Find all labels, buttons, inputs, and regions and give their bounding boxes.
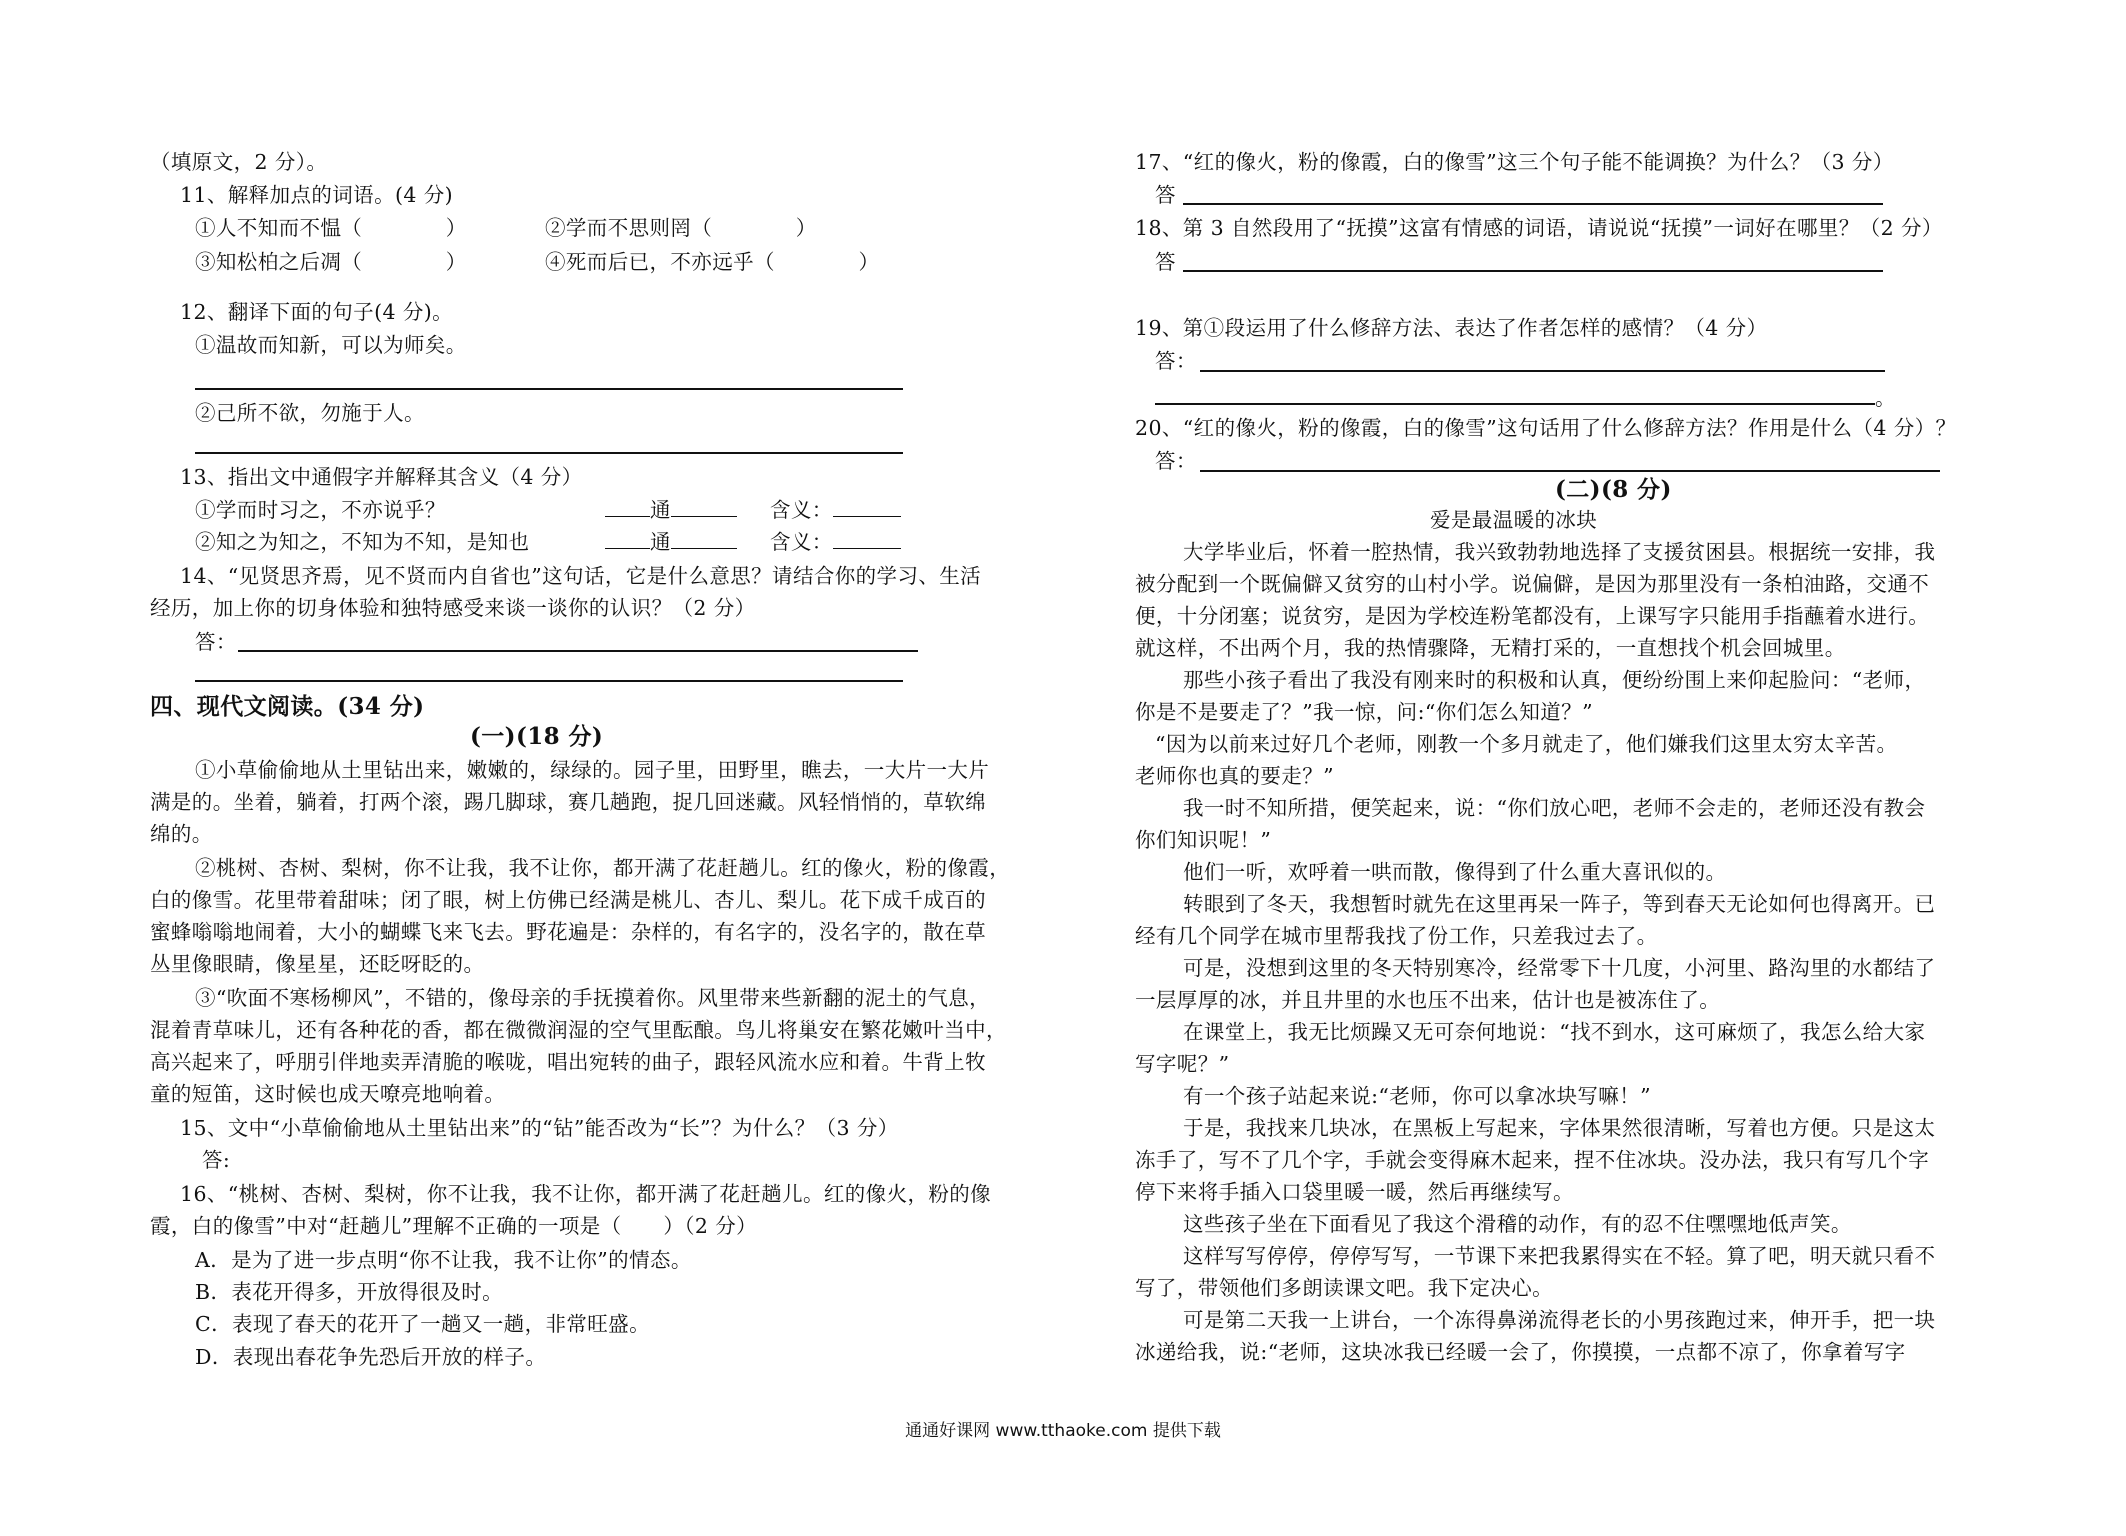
answer-label: 答： [1155, 349, 1197, 373]
passage-line: ③“吹面不寒杨柳风”，不错的，像母亲的手抚摸着你。风里带来些新翻的泥土的气息， [195, 986, 991, 1010]
blank[interactable] [833, 498, 901, 517]
answer-line [1200, 370, 1885, 372]
answer-line [195, 680, 903, 682]
passage-line: 便，十分闭塞；说贫穷，是因为学校连粉笔都没有，上课写字只能用手指蘸着水进行。 [1135, 604, 1930, 628]
q13-item-a [195, 496, 446, 524]
answer-line [1183, 270, 1883, 272]
passage-line: 混着青草味儿，还有各种花的香，都在微微润湿的空气里酝酿。鸟儿将巢安在繁花嫩叶当中， [150, 1018, 1007, 1042]
answer-line [1200, 470, 1940, 472]
period-mark: 。 [1875, 386, 1896, 410]
passage-line: 满是的。坐着，躺着，打两个滚，踢几脚球，赛几趟跑，捉几回迷藏。风轻悄悄的，草软绵 [150, 790, 986, 814]
subsection-1-heading: (一)(18 分) [470, 723, 604, 750]
passage-line: 他们一听，欢呼着一哄而散，像得到了什么重大喜讯似的。 [1183, 860, 1727, 884]
passage-line: 被分配到一个既偏僻又贫穷的山村小学。说偏僻，是因为那里没有一条柏油路，交通不 [1135, 572, 1930, 596]
passage-line: 经有几个同学在城市里帮我找了份工作，只差我过去了。 [1135, 924, 1658, 948]
meaning-label: 含义： [770, 530, 833, 554]
tong-label: 通 [650, 498, 671, 522]
blank[interactable] [833, 530, 901, 549]
question-19: 19、第①段运用了什么修辞方法、表达了作者怎样的感情？（4 分） [1135, 316, 1768, 340]
question-20: 20、“红的像火，粉的像霞，白的像雪”这句话用了什么修辞方法？作用是什么（4 分）？ [1135, 416, 1957, 440]
passage-line: 冰递给我，说:“老师，这块冰我已经暖一会了，你摸摸，一点都不凉了，你拿着写字 [1135, 1340, 1906, 1364]
q13-b-fill [605, 528, 737, 556]
q11-item-c: ③知松柏之后凋（ ） [195, 250, 467, 274]
passage-line: 就这样，不出两个月，我的热情骤降，无精打采的，一直想找个机会回城里。 [1135, 636, 1846, 660]
tong-label: 通 [650, 530, 671, 554]
option-a: A．是为了进一步点明“你不让我，我不让你”的情态。 [195, 1248, 692, 1272]
passage-line: 绵的。 [150, 822, 213, 846]
answer-label: 答 [1155, 183, 1176, 207]
answer-line [195, 452, 903, 454]
q12-item-b: ②己所不欲，勿施于人。 [195, 401, 425, 425]
q11-item-b: ②学而不思则罔（ ） [545, 216, 817, 240]
passage-line: ①小草偷偷地从土里钻出来，嫩嫩的，绿绿的。园子里，田野里，瞧去，一大片一大片 [195, 758, 990, 782]
passage-line: 于是，我找来几块冰，在黑板上写起来，字体果然很清晰，写着也方便。只是这太 [1183, 1116, 1936, 1140]
page-footer: 通通好课网 www.tthaoke.com 提供下载 [905, 1421, 1221, 1441]
passage-line: 我一时不知所措，便笑起来，说：“你们放心吧，老师不会走的，老师还没有教会 [1183, 796, 1926, 820]
passage-line: 你是不是要走了？”我一惊，问:“你们怎么知道？” [1135, 700, 1593, 724]
passage-line: 这样写写停停，停停写写，一节课下来把我累得实在不轻。算了吧，明天就只看不 [1183, 1244, 1936, 1268]
q13-a-fill [605, 496, 737, 524]
passage-line: 在课堂上，我无比烦躁又无可奈何地说：“找不到水，这可麻烦了，我怎么给大家 [1183, 1020, 1926, 1044]
passage-line: 可是，没想到这里的冬天特别寒冷，经常零下十几度，小河里、路沟里的水都结了 [1183, 956, 1936, 980]
q11-item-d: ④死而后已，不亦远乎（ ） [545, 250, 880, 274]
option-b: B．表花开得多，开放得很及时。 [195, 1280, 504, 1304]
passage-line: 转眼到了冬天，我想暂时就先在这里再呆一阵子，等到春天无论如何也得离开。已 [1183, 892, 1936, 916]
question-16-line1: 16、“桃树、杏树、梨树，你不让我，我不让你，都开满了花赶趟儿。红的像火，粉的像 [180, 1182, 992, 1206]
question-16-line2: 霞，白的像雪”中对“赶趟儿”理解不正确的一项是（ ）（2 分） [150, 1214, 758, 1238]
q11-item-a: ①人不知而不愠（ ） [195, 216, 467, 240]
subsection-2-heading: (二)(8 分) [1555, 476, 1672, 503]
answer-line [238, 650, 918, 652]
passage-line: 冻手了，写不了几个字，手就会变得麻木起来，捏不住冰块。没办法，我只有写几个字 [1135, 1148, 1930, 1172]
question-14-line2: 经历，加上你的切身体验和独特感受来谈一谈你的认识？（2 分） [150, 596, 756, 620]
passage-line: 停下来将手插入口袋里暖一暖，然后再继续写。 [1135, 1180, 1574, 1204]
passage-line: 可是第二天我一上讲台，一个冻得鼻涕流得老长的小男孩跑过来，伸开手，把一块 [1183, 1308, 1936, 1332]
passage-line: 写字呢？” [1135, 1052, 1230, 1076]
passage-line: 你们知识呢！” [1135, 828, 1272, 852]
answer-line [1155, 403, 1875, 405]
passage-line: 蜜蜂嗡嗡地闹着，大小的蝴蝶飞来飞去。野花遍是：杂样的，有名字的，没名字的，散在草 [150, 920, 986, 944]
question-15: 15、文中“小草偷偷地从土里钻出来”的“钻”能否改为“长”？为什么？（3 分） [180, 1116, 899, 1140]
blank[interactable] [605, 498, 650, 517]
meaning-label: 含义： [770, 498, 833, 522]
passage-line: 一层厚厚的冰，并且井里的水也压不出来，估计也是被冻住了。 [1135, 988, 1721, 1012]
passage-line: 写了，带领他们多朗读课文吧。我下定决心。 [1135, 1276, 1553, 1300]
passage-line: 丛里像眼睛，像星星，还眨呀眨的。 [150, 952, 485, 976]
question-14-line1: 14、“见贤思齐焉，见不贤而内自省也”这句话，它是什么意思？请结合你的学习、生活 [180, 564, 982, 588]
passage-line: 童的短笛，这时候也成天嘹亮地响着。 [150, 1082, 506, 1106]
option-c: C．表现了春天的花开了一趟又一趟，非常旺盛。 [195, 1312, 650, 1336]
q13-a-text: ①学而时习之，不亦说乎？ [195, 498, 446, 522]
question-11: 11、解释加点的词语。(4 分) [180, 183, 454, 207]
passage-line: 高兴起来了，呼朋引伴地卖弄清脆的喉咙，唱出宛转的曲子，跟轻风流水应和着。牛背上牧 [150, 1050, 986, 1074]
question-12: 12、翻译下面的句子(4 分)。 [180, 300, 454, 324]
answer-label: 答 [1155, 250, 1176, 274]
option-d: D．表现出春花争先恐后开放的样子。 [195, 1345, 547, 1369]
q13-b-meaning [770, 528, 901, 556]
passage-line: 白的像雪。花里带着甜味；闭了眼，树上仿佛已经满是桃儿、杏儿、梨儿。花下成千成百的 [150, 888, 986, 912]
passage-line: 大学毕业后，怀着一腔热情，我兴致勃勃地选择了支援贫困县。根据统一安排，我 [1183, 540, 1936, 564]
answer-label: 答： [195, 630, 237, 654]
blank[interactable] [605, 530, 650, 549]
answer-line [195, 388, 903, 390]
section-4-heading: 四、现代文阅读。(34 分) [150, 693, 425, 720]
answer-label: 答: [202, 1148, 231, 1172]
question-18: 18、第 3 自然段用了“抚摸”这富有情感的词语，请说说“抚摸”一词好在哪里？（2 分） [1135, 216, 1943, 240]
q13-item-b [195, 528, 529, 556]
answer-line [1183, 203, 1883, 205]
q12-item-a: ①温故而知新，可以为师矣。 [195, 333, 467, 357]
q13-b-text: ②知之为知之，不知为不知，是知也 [195, 530, 530, 554]
passage-line: 这些孩子坐在下面看见了我这个滑稽的动作，有的忍不住嘿嘿地低声笑。 [1183, 1212, 1852, 1236]
passage-title: 爱是最温暖的冰块 [1430, 508, 1598, 532]
question-17: 17、“红的像火，粉的像霞，白的像雪”这三个句子能不能调换？为什么？（3 分） [1135, 150, 1894, 174]
passage-line: 有一个孩子站起来说:“老师，你可以拿冰块写嘛！” [1183, 1084, 1651, 1108]
passage-line: “因为以前来过好几个老师，刚教一个多月就走了，他们嫌我们这里太穷太辛苦。 [1155, 732, 1898, 756]
answer-label: 答： [1155, 449, 1197, 473]
blank[interactable] [671, 498, 737, 517]
text-line: （填原文，2 分）。 [150, 150, 328, 174]
blank[interactable] [671, 530, 737, 549]
passage-line: 那些小孩子看出了我没有刚来时的积极和认真，便纷纷围上来仰起脸问：“老师， [1183, 668, 1926, 692]
passage-line: 老师你也真的要走？” [1135, 764, 1334, 788]
question-13: 13、指出文中通假字并解释其含义（4 分） [180, 465, 583, 489]
q13-a-meaning [770, 496, 901, 524]
passage-line: ②桃树、杏树、梨树，你不让我，我不让你，都开满了花赶趟儿。红的像火，粉的像霞， [195, 856, 1011, 880]
